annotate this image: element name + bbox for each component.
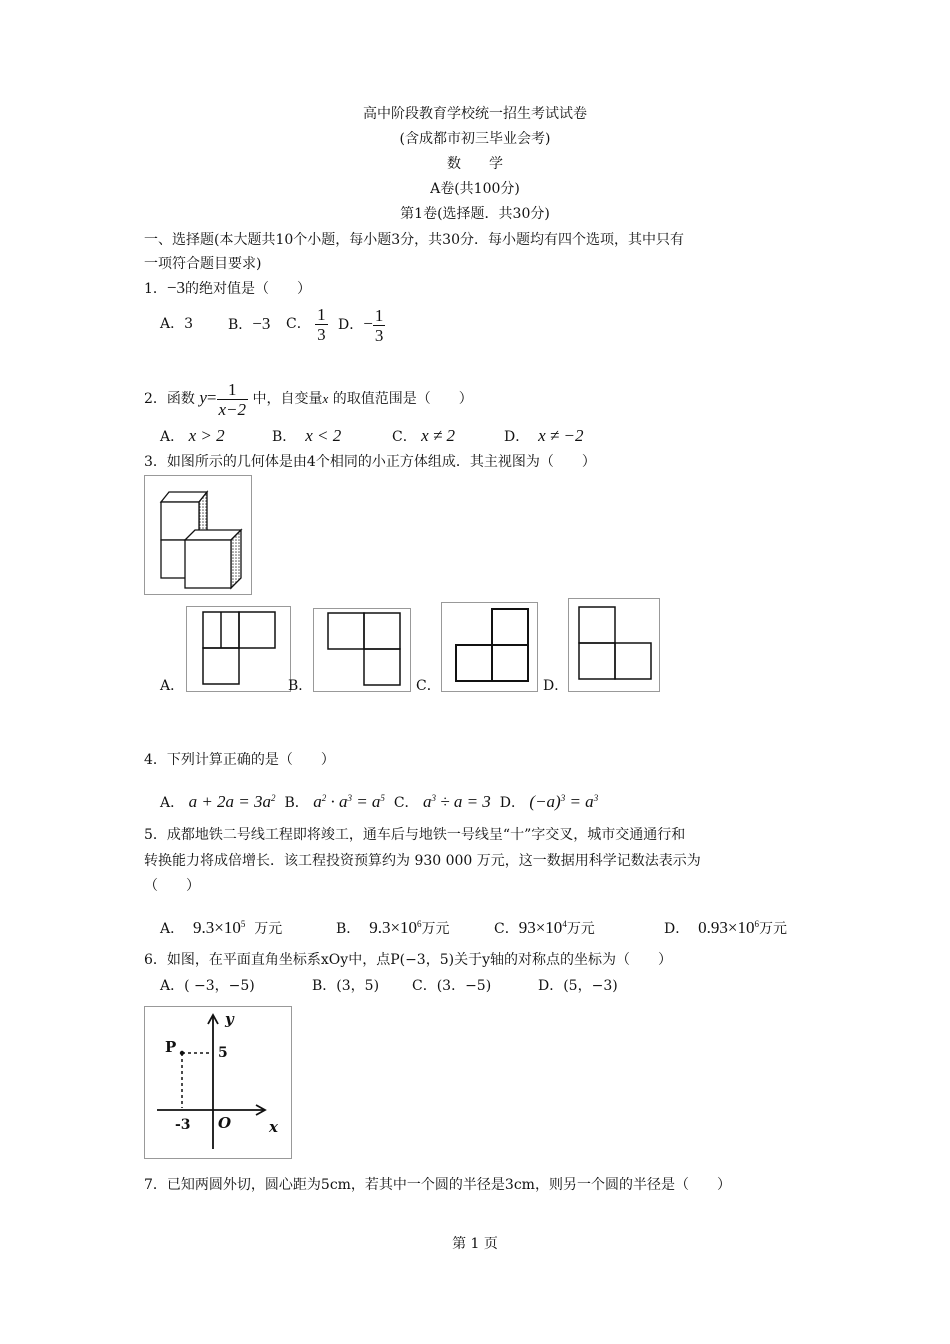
q1-option-d-fraction (373, 306, 386, 345)
q2-stem-mid: 中，自变量 (252, 391, 323, 407)
q4-c-math: $a^3 \div a = 3$ (423, 792, 491, 811)
q2-stem-prefix: 2．函数 (144, 391, 195, 407)
q2-c-math: x ≠ 2 (421, 426, 456, 445)
q4-a-math: $a + 2a = 3a^2$ (188, 792, 276, 811)
q6-stem: 6．如图，在平面直角坐标系xOy中，点P(−3，5)关于y轴的对称点的坐标为（ ） (144, 952, 672, 968)
q3-option-b-drawing (314, 609, 410, 691)
tick-label-5: 5 (218, 1045, 228, 1061)
exam-subtitle: (含成都市初三毕业会考) (399, 131, 551, 147)
q3-option-a-label: A． (160, 678, 185, 694)
q6-option-b: B．(3，5) (312, 978, 380, 994)
q1-d-numerator: 1 (374, 305, 384, 325)
origin-label: O (218, 1114, 232, 1132)
q2-denominator: x−2 (218, 399, 247, 419)
q3-option-c-figure (441, 602, 538, 692)
part-title: 第1卷(选择题．共30分) (400, 206, 550, 222)
q1-option-d-sign: − (363, 314, 373, 333)
q2-fraction (217, 380, 249, 419)
q5-c-unit: 万元 (566, 921, 595, 937)
q4-stem: 4．下列计算正确的是（ ） (144, 752, 335, 768)
y-axis-label: y (225, 1010, 234, 1028)
q1-d-denominator: 3 (374, 325, 384, 345)
q3-stem: 3．如图所示的几何体是由4个相同的小正方体组成．其主视图为（ ） (144, 454, 596, 470)
section-intro-line2: 一项符合题目要求) (144, 256, 262, 272)
q1-option-c (286, 300, 328, 348)
q2-equals: = (206, 388, 217, 407)
q6-option-a: A．( −3，−5) (160, 978, 255, 994)
q5-a-math: $9.3\times 10^5$ (193, 918, 246, 937)
q2-option-c (392, 426, 455, 447)
x-axis-label: x (269, 1118, 278, 1136)
q6-option-c: C．(3．−5) (412, 978, 492, 994)
q2-a-label: A． (160, 429, 185, 445)
q3-option-a-figure (186, 606, 291, 692)
section-intro-line1: 一、选择题(本大题共10个小题，每小题3分，共30分．每小题均有四个选项，其中只有 (144, 232, 684, 248)
q2-option-a (160, 426, 225, 447)
exam-title: 高中阶段教育学校统一招生考试试卷 (363, 106, 587, 122)
q5-d-label: D． (664, 921, 690, 937)
q6-option-d: D．(5，−3) (538, 978, 618, 994)
q2-c-label: C． (392, 429, 417, 445)
q2-stem (144, 374, 473, 423)
q1-number: 1． (144, 281, 167, 297)
q7-stem: 7．已知两圆外切，圆心距为5cm，若其中一个圆的半径是3cm，则另一个圆的半径是（ ） (144, 1177, 731, 1193)
q1-stem (144, 278, 311, 299)
q1-option-c-label: C． (286, 316, 311, 332)
q2-option-d (504, 426, 584, 447)
q5-b-unit: 万元 (421, 921, 450, 937)
q1-c-numerator: 1 (317, 304, 326, 324)
q5-d-unit: 万元 (758, 921, 787, 937)
q4-d-math: $(-a)^3 = a^3$ (529, 792, 599, 811)
q5-option-c (494, 914, 595, 939)
q1-option-b-math: −3 (252, 314, 271, 333)
q5-option-b (336, 914, 450, 939)
q5-line2: 转换能力将成倍增长．该工程投资预算约为 930 000 万元，这一数据用科学记数法表示为 (144, 853, 701, 869)
q4-d-label: D． (499, 795, 525, 811)
q3-option-b-figure (313, 608, 411, 692)
q4-b-math: $a^2 \cdot a^3 = a^5$ (313, 792, 385, 811)
q5-c-math: $93\times 10^4$ (518, 918, 567, 937)
volume-title: A卷(共100分) (430, 181, 520, 197)
q6-coordinate-figure (144, 1006, 292, 1159)
q3-option-d-figure (568, 598, 660, 692)
q5-c-label: C． (494, 921, 519, 937)
q1-option-d (338, 300, 385, 349)
tick-label-neg3: -3 (175, 1117, 191, 1133)
q2-x: x (322, 391, 329, 406)
page-number: 第 1 页 (452, 1236, 498, 1252)
q4-b-label: B． (284, 795, 309, 811)
q3-option-c-label: C． (416, 678, 441, 694)
q4-options (160, 788, 598, 813)
q1-option-c-fraction (315, 305, 328, 344)
q5-b-math: $9.3\times 10^6$ (369, 918, 422, 937)
q2-b-math: x < 2 (305, 426, 342, 445)
q2-d-math: x ≠ −2 (538, 426, 584, 445)
q4-c-label: C． (393, 795, 419, 811)
q1-option-b (228, 314, 270, 335)
q2-a-math: x > 2 (188, 426, 225, 445)
q1-c-denominator: 3 (317, 324, 326, 344)
q3-option-b-label: B． (288, 678, 313, 694)
q5-line3: （ ） (144, 878, 200, 894)
q3-option-d-drawing (569, 599, 659, 691)
q2-b-label: B． (272, 429, 297, 445)
q3-option-d-label: D． (543, 678, 569, 694)
q2-numerator: 1 (217, 380, 249, 400)
q2-option-b (272, 426, 341, 447)
q4-a-label: A． (160, 795, 185, 811)
q5-a-label: A． (160, 921, 185, 937)
q1-option-d-label: D． (338, 317, 364, 333)
q1-stem-math: −3 (166, 278, 186, 297)
q5-a-unit: 万元 (254, 921, 283, 937)
q5-b-label: B． (336, 921, 361, 937)
point-p-label: P (165, 1038, 177, 1056)
q5-line1: 5．成都地铁二号线工程即将竣工，通车后与地铁一号线呈“十”字交叉，城市交通通行和 (144, 827, 686, 843)
q5-option-a (160, 914, 282, 939)
subject-title: 数 学 (447, 156, 503, 172)
point-p (180, 1051, 184, 1055)
q2-d-label: D． (504, 429, 530, 445)
q3-solid-figure (144, 475, 252, 595)
q5-option-d (664, 914, 787, 939)
q3-option-a-drawing (187, 607, 290, 691)
q2-stem-suffix: 的取值范围是（ ） (332, 391, 473, 407)
q1-option-b-label: B． (228, 317, 253, 333)
q5-d-math: $0.93\times 10^6$ (698, 918, 759, 937)
q1-option-a: A．3 (160, 316, 194, 332)
q2-y: y (199, 388, 207, 407)
q1-stem-text: 的绝对值是（ ） (185, 281, 312, 297)
cube-solid-drawing (145, 476, 251, 594)
q3-option-c-drawing (442, 603, 537, 691)
